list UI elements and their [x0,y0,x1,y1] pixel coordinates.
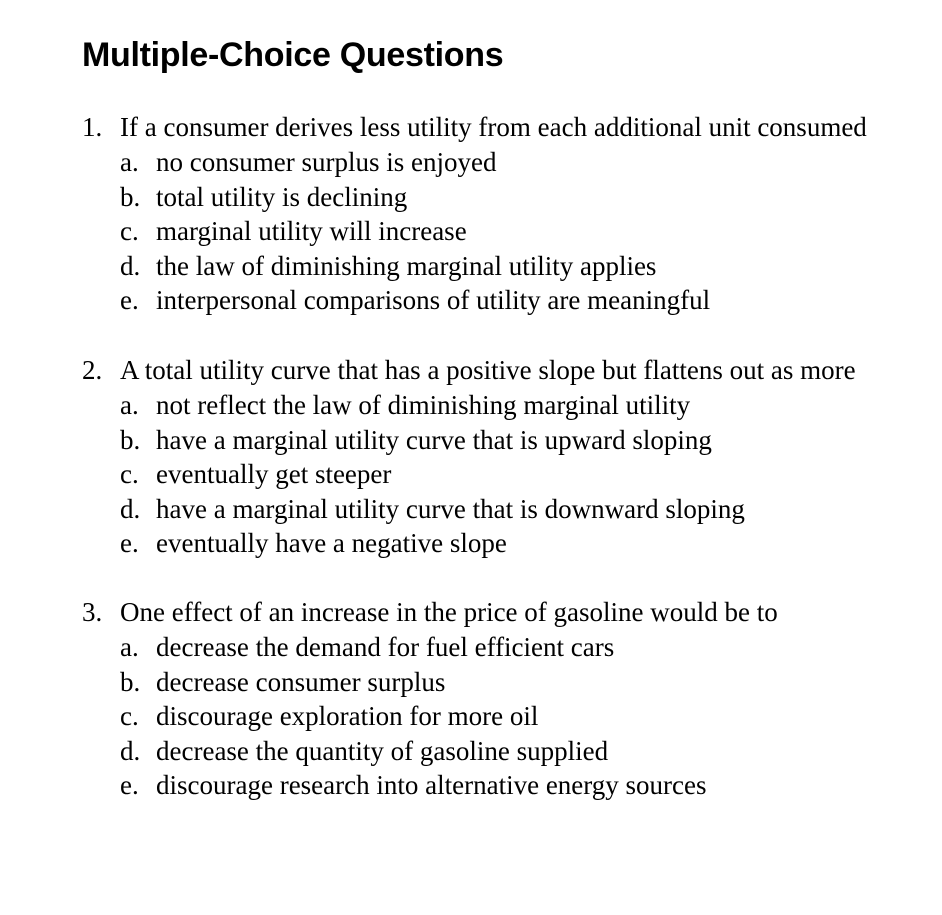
option-letter: c. [120,459,139,490]
question-stem [82,110,942,145]
question-text: One effect of an increase in the price of gasoline would be to [120,597,778,627]
option-text: decrease consumer surplus [156,666,446,697]
option-text: eventually get steeper [156,459,392,490]
option-text: not reflect the law of diminishing marginal utility [156,390,691,420]
answer-option-c [82,457,942,492]
question-3 [82,595,942,803]
option-text: have a marginal utility curve that is downward sloping [156,493,745,524]
answer-option-a [82,145,942,180]
answer-option-b [82,180,942,215]
answer-option-d [82,249,942,284]
option-text: decrease the quantity of gasoline supplied [156,735,609,766]
answer-option-c [82,214,942,249]
option-text: have a marginal utility curve that is upward sloping [156,424,712,455]
question-text: A total utility curve that has a positive slope but flattens out as more [120,355,856,385]
option-letter: b. [120,424,141,455]
answer-option-c [82,699,942,734]
answer-option-e [82,283,942,318]
answer-options [82,145,942,318]
question-stem [82,353,942,388]
option-letter: a. [120,147,139,177]
option-text: eventually have a negative slope [156,528,507,559]
option-letter: a. [120,632,139,662]
question-number: 2. [82,355,103,385]
option-letter: e. [120,285,139,316]
option-letter: a. [120,390,139,420]
question-number: 1. [82,112,103,142]
answer-option-d [82,734,942,769]
option-letter: c. [120,216,139,247]
question-text: If a consumer derives less utility from each additional unit consumed [120,112,867,142]
answer-option-d [82,492,942,527]
answer-option-e [82,768,942,803]
option-text: total utility is declining [156,181,408,212]
option-letter: e. [120,528,139,559]
option-text: the law of diminishing marginal utility applies [156,250,657,281]
option-text: discourage research into alternative energy sources [156,770,707,801]
answer-options [82,630,942,803]
option-text: no consumer surplus is enjoyed [156,147,497,177]
option-letter: d. [120,735,141,766]
option-letter: d. [120,250,141,281]
option-text: marginal utility will increase [156,216,467,247]
question-stem [82,595,942,630]
answer-option-b [82,665,942,700]
option-letter: b. [120,181,141,212]
answer-option-a [82,388,942,423]
question-1 [82,110,942,318]
option-letter: b. [120,666,141,697]
question-number: 3. [82,597,103,627]
option-text: discourage exploration for more oil [156,701,539,732]
option-letter: c. [120,701,139,732]
answer-options [82,388,942,561]
answer-option-e [82,526,942,561]
answer-option-a [82,630,942,665]
page-title: Multiple-Choice Questions [82,36,504,74]
option-text: decrease the demand for fuel efficient cars [156,632,615,662]
question-2 [82,353,942,561]
option-letter: d. [120,493,141,524]
option-text: interpersonal comparisons of utility are meaningful [156,285,711,316]
answer-option-b [82,423,942,458]
option-letter: e. [120,770,139,801]
